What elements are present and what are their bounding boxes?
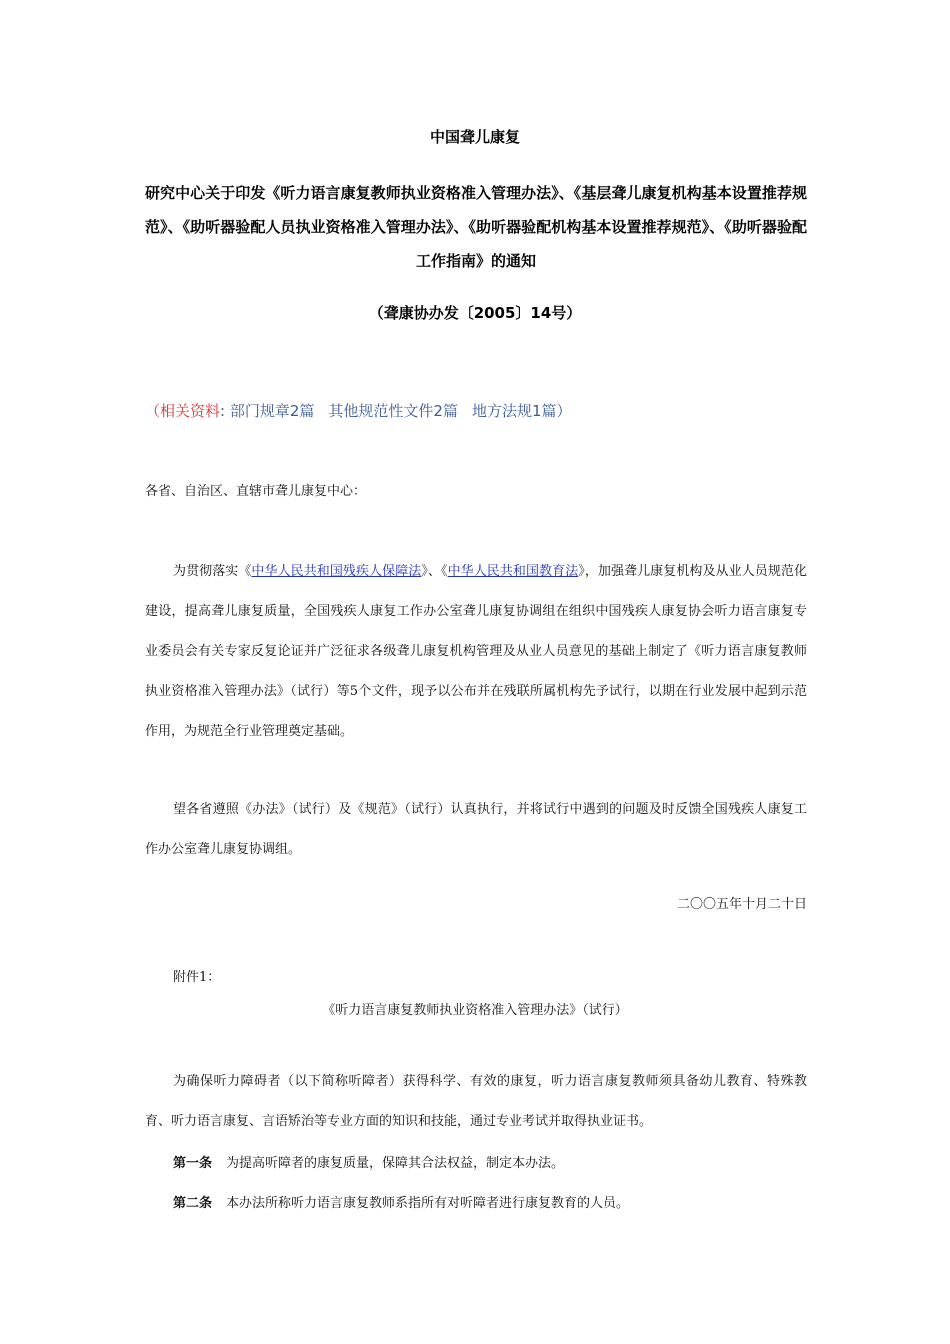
document-date: 二〇〇五年十月二十日 bbox=[676, 897, 807, 912]
p1-prefix: 为贯彻落实《 bbox=[173, 564, 252, 579]
related-link-regulations[interactable]: 部门规章2篇 bbox=[229, 402, 315, 420]
link-disability-protection-law[interactable]: 中华人民共和国残疾人保障法 bbox=[251, 564, 422, 579]
attachment-label: 附件1： bbox=[173, 970, 221, 985]
related-colon: : bbox=[220, 402, 230, 420]
paragraph-3: 为确保听力障碍者（以下简称听障者）获得科学、有效的康复，听力语言康复教师须具备幼儿教育、特殊教育、听力语言康复、言语矫治等专业方面的知识和技能，通过专业考试并取得执业证书。 bbox=[145, 1074, 807, 1129]
related-link-normative-docs[interactable]: 其他规范性文件2篇 bbox=[328, 402, 458, 420]
article-1 bbox=[173, 1152, 564, 1171]
article-2 bbox=[173, 1192, 629, 1211]
related-close-paren: ） bbox=[556, 402, 572, 420]
article-2-text: 本办法所称听力语言康复教师系指所有对听障者进行康复教育的人员。 bbox=[226, 1196, 630, 1211]
paragraph-2: 望各省遵照《办法》（试行）及《规范》（试行）认真执行，并将试行中遇到的问题及时反馈全国残疾人康复工作办公室聋儿康复协调组。 bbox=[145, 802, 807, 857]
related-link-local-laws[interactable]: 地方法规1篇 bbox=[471, 402, 557, 420]
link-education-law[interactable]: 中华人民共和国教育法 bbox=[447, 564, 579, 579]
salutation: 各省、自治区、直辖市聋儿康复中心： bbox=[145, 484, 367, 499]
related-open-paren: （ bbox=[145, 402, 161, 420]
article-1-text: 为提高听障者的康复质量，保障其合法权益，制定本办法。 bbox=[226, 1156, 565, 1171]
document-subtitle: 研究中心关于印发《听力语言康复教师执业资格准入管理办法》、《基层聋儿康复机构基本设置推荐规范》、《助听器验配人员执业资格准入管理办法》、《助听器验配机构基本设置推荐规范》、《助听器验配工作指南》的通知 bbox=[145, 184, 807, 270]
p1-mid: 》、《 bbox=[421, 564, 448, 579]
paragraph-1 bbox=[145, 552, 807, 752]
document-title: 中国聋儿康复 bbox=[429, 128, 520, 146]
related-label: 相关资料 bbox=[160, 402, 221, 420]
article-1-label: 第一条 bbox=[173, 1156, 213, 1171]
p1-rest: 》，加强聋儿康复机构及从业人员规范化建设，提高聋儿康复质量，全国残疾人康复工作办公室聋儿康复协调组在组织中国残疾人康复协会听力语言康复专业委员会有关专家反复论证并广泛征求各级聋儿康复机构管理及从业人员意见的基础上制定了《听力语言康复教师执业资格准入管理办法》（试行）等5个文件，现予以公布并在残联所属机构先予试行，以期在行业发展中起到示范作用，为规范全行业管理奠定基础。 bbox=[145, 564, 807, 739]
document-number: （聋康协办发〔2005〕14号） bbox=[368, 304, 582, 322]
article-2-label: 第二条 bbox=[173, 1196, 213, 1211]
related-materials bbox=[145, 400, 572, 421]
attachment-title: 《听力语言康复教师执业资格准入管理办法》（试行） bbox=[322, 1003, 628, 1018]
